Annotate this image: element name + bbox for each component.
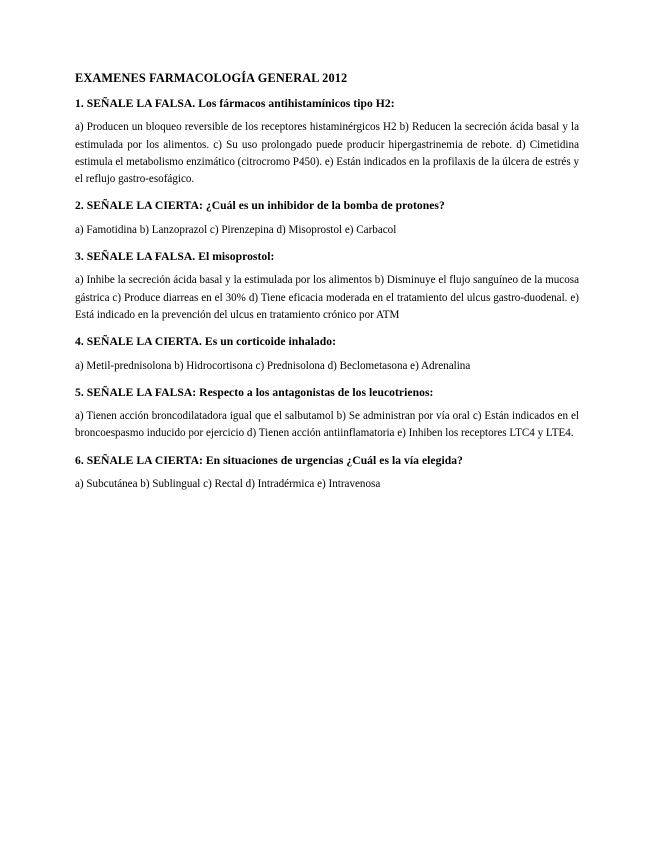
question-item: [75, 96, 579, 188]
question-heading: 4. SEÑALE LA CIERTA. Es un corticoide inhalado:: [75, 335, 337, 349]
question-answers: a) Famotidina b) Lanzoprazol c) Pirenzepina d) Misoprostol e) Carbacol: [75, 223, 397, 236]
question-item: [75, 198, 579, 239]
document-body: [75, 71, 579, 503]
question-answers: a) Tienen acción broncodilatadora igual que el salbutamol b) Se administran por vía oral c) Están indicados en el broncoespasmo inducido por ejercicio d) Tienen acción antiinflamatoria e) Inhiben los receptores LTC4 y LTE4.: [75, 410, 579, 440]
page-title: EXAMENES FARMACOLOGÍA GENERAL 2012: [75, 71, 348, 85]
question-heading: 6. SEÑALE LA CIERTA: En situaciones de urgencias ¿Cuál es la vía elegida?: [75, 453, 463, 467]
question-heading: 1. SEÑALE LA FALSA. Los fármacos antihistamínicos tipo H2:: [75, 96, 395, 110]
question-item: [75, 334, 579, 375]
question-item: [75, 385, 579, 443]
question-answers: a) Metil-prednisolona b) Hidrocortisona c) Prednisolona d) Beclometasona e) Adrenalina: [75, 359, 471, 372]
question-answers: a) Producen un bloqueo reversible de los receptores histaminérgicos H2 b) Reducen la secreción ácida basal y la estimulada por los alimentos. c) Su uso prolongado puede producir hipergastrinemia de rebote. d) Cimetidina estimula el metabolismo enzimático (citrocromo P450). e) Están indicados en la profilaxis de la úlcera de estrés y el reflujo gastro-esofágico.: [75, 121, 579, 186]
question-heading: 5. SEÑALE LA FALSA: Respecto a los antagonistas de los leucotrienos:: [75, 385, 434, 399]
question-heading: 2. SEÑALE LA CIERTA: ¿Cuál es un inhibidor de la bomba de protones?: [75, 199, 445, 213]
question-item: [75, 453, 579, 494]
question-heading: 3. SEÑALE LA FALSA. El misoprostol:: [75, 250, 275, 264]
question-item: [75, 249, 579, 324]
question-answers: a) Inhibe la secreción ácida basal y la estimulada por los alimentos b) Disminuye el flujo sanguíneo de la mucosa gástrica c) Produce diarreas en el 30% d) Tiene eficacia moderada en el tratamiento del ulcus gastro-duodenal. e) Está indicado en la prevención del ulcus en tratamiento crónico por ATM: [75, 274, 579, 321]
question-answers: a) Subcutánea b) Sublingual c) Rectal d) Intradérmica e) Intravenosa: [75, 478, 381, 491]
